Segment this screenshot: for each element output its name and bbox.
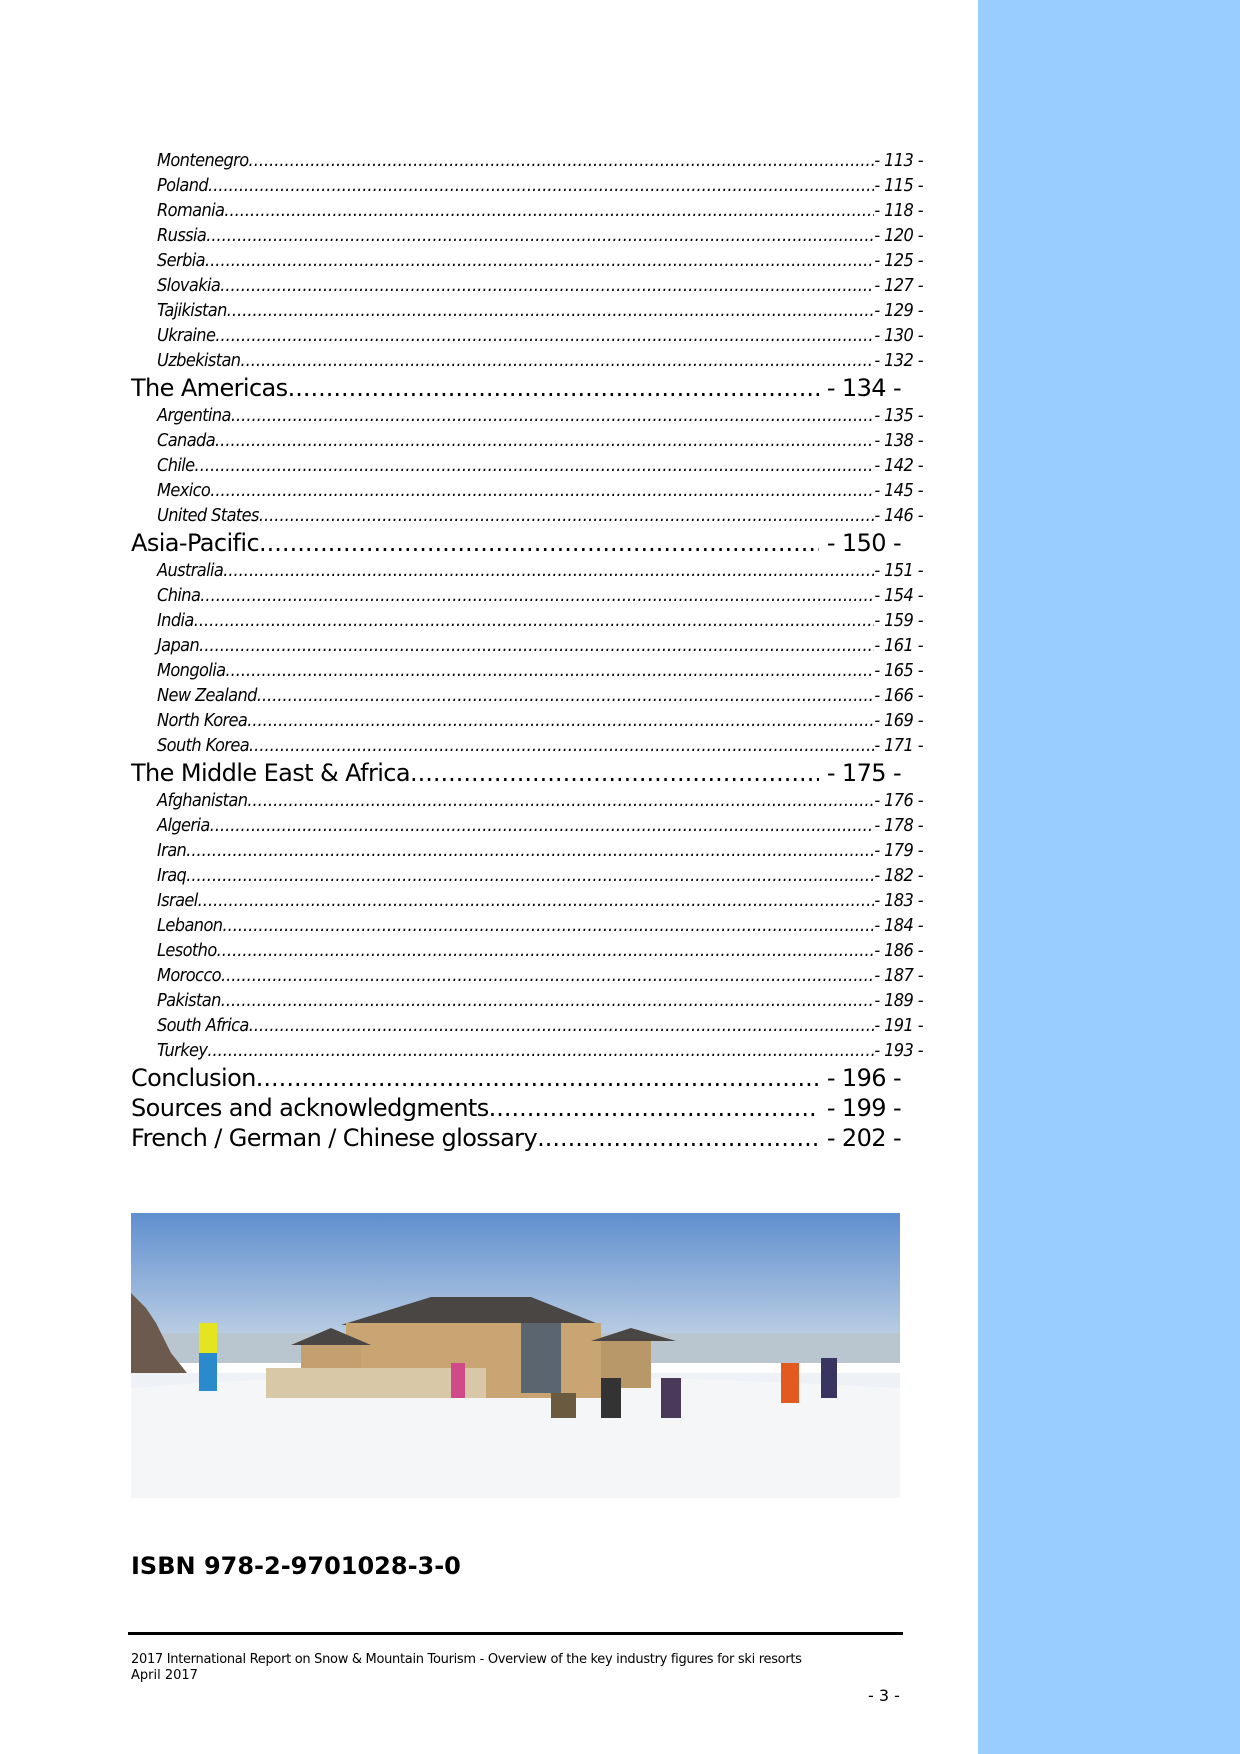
toc-leader-dots [249, 1013, 875, 1038]
toc-entry[interactable] [131, 248, 923, 273]
toc-entry-label: Turkey [157, 1040, 208, 1061]
toc-entry-label: Mexico [157, 480, 211, 501]
toc-entry[interactable] [131, 1124, 901, 1153]
toc-leader-dots [249, 733, 874, 758]
toc-entry-page: - 127 - [874, 275, 923, 296]
toc-entry-page: - 187 - [874, 965, 923, 986]
toc-entry-label: Israel [157, 890, 198, 911]
toc-entry-label: Montenegro [157, 150, 249, 171]
toc-entry-page: - 142 - [874, 455, 923, 476]
toc-entry-page: - 193 - [874, 1040, 923, 1061]
toc-entry[interactable] [131, 733, 923, 758]
toc-entry-page: - 115 - [874, 175, 923, 196]
toc-leader-dots [215, 428, 874, 453]
toc-entry-page: - 118 - [874, 200, 923, 221]
toc-leader-dots [259, 503, 874, 528]
toc-entry-page: - 125 - [874, 250, 923, 271]
toc-leader-dots [231, 403, 874, 428]
toc-entry[interactable] [131, 988, 923, 1013]
toc-entry[interactable] [131, 453, 923, 478]
toc-leader-dots [210, 478, 874, 503]
toc-entry-label: Poland [157, 175, 209, 196]
toc-entry[interactable] [131, 198, 923, 223]
toc-entry[interactable] [131, 788, 923, 813]
toc-entry[interactable] [131, 503, 923, 528]
toc-entry-label: Afghanistan [157, 790, 248, 811]
toc-entry[interactable] [131, 759, 901, 788]
toc-entry[interactable] [131, 813, 923, 838]
toc-entry-page: - 176 - [874, 790, 923, 811]
toc-entry[interactable] [131, 708, 923, 733]
toc-leader-dots [223, 558, 874, 583]
toc-entry-page: - 196 - [826, 1064, 901, 1092]
toc-entry-page: - 169 - [874, 710, 923, 731]
toc-entry-label: United States [157, 505, 259, 526]
toc-leader-dots [220, 273, 874, 298]
toc-leader-dots [256, 1064, 819, 1093]
toc-entry[interactable] [131, 403, 923, 428]
toc-entry-page: - 191 - [874, 1015, 923, 1036]
toc-entry-label: Mongolia [157, 660, 226, 681]
toc-leader-dots [247, 788, 874, 813]
toc-entry[interactable] [131, 173, 923, 198]
toc-leader-dots [240, 348, 874, 373]
toc-entry-page: - 120 - [874, 225, 923, 246]
toc-entry[interactable] [131, 913, 923, 938]
toc-entry-page: - 129 - [874, 300, 923, 321]
toc-leader-dots [205, 248, 874, 273]
toc-leader-dots [222, 913, 874, 938]
toc-entry-label: Canada [157, 430, 216, 451]
toc-entry-label: Algeria [157, 815, 210, 836]
toc-entry-page: - 199 - [826, 1094, 901, 1122]
toc-entry-page: - 182 - [874, 865, 923, 886]
toc-entry[interactable] [131, 658, 923, 683]
toc-entry-label: Pakistan [157, 990, 221, 1011]
toc-leader-dots [210, 813, 875, 838]
toc-leader-dots [198, 888, 875, 913]
toc-entry-label: Asia-Pacific [131, 529, 260, 557]
toc-leader-dots [249, 148, 875, 173]
toc-entry-page: - 146 - [874, 505, 923, 526]
toc-entry[interactable] [131, 298, 923, 323]
toc-entry-label: Sources and acknowledgments [131, 1094, 489, 1122]
toc-entry[interactable] [131, 529, 901, 558]
toc-entry-page: - 166 - [874, 685, 923, 706]
toc-leader-dots [208, 173, 874, 198]
toc-entry[interactable] [131, 863, 923, 888]
toc-leader-dots [195, 453, 875, 478]
toc-entry-label: Serbia [157, 250, 206, 271]
toc-entry-label: Morocco [157, 965, 221, 986]
toc-entry-label: New Zealand [157, 685, 257, 706]
toc-entry-page: - 165 - [874, 660, 923, 681]
isbn: ISBN 978-2-9701028-3-0 [131, 1552, 461, 1580]
toc-entry[interactable] [131, 888, 923, 913]
toc-leader-dots [288, 374, 819, 403]
toc-leader-dots [410, 759, 819, 788]
toc-entry[interactable] [131, 348, 923, 373]
toc-entry-page: - 132 - [874, 350, 923, 371]
toc-entry-label: Australia [157, 560, 224, 581]
side-color-band [978, 0, 1240, 1754]
toc-entry-label: Lesotho [157, 940, 217, 961]
toc-leader-dots [215, 323, 874, 348]
toc-entry-label: Iraq [157, 865, 187, 886]
toc-entry-label: French / German / Chinese glossary [131, 1124, 538, 1152]
toc-entry-page: - 138 - [874, 430, 923, 451]
toc-entry-label: Slovakia [157, 275, 221, 296]
toc-entry-page: - 150 - [826, 529, 901, 557]
toc-entry-label: Ukraine [157, 325, 216, 346]
page-number: - 3 - [868, 1686, 900, 1705]
toc-entry-page: - 130 - [874, 325, 923, 346]
toc-entry-page: - 179 - [874, 840, 923, 861]
toc-entry-page: - 161 - [874, 635, 923, 656]
toc-entry[interactable] [131, 1038, 923, 1063]
toc-entry-label: South Africa [157, 1015, 249, 1036]
toc-entry[interactable] [131, 374, 901, 403]
toc-entry-page: - 202 - [826, 1124, 901, 1152]
ski-resort-photo [131, 1213, 900, 1498]
toc-entry-label: Romania [157, 200, 225, 221]
toc-entry-label: Lebanon [157, 915, 223, 936]
toc-entry[interactable] [131, 148, 923, 173]
toc-entry[interactable] [131, 838, 923, 863]
toc-entry[interactable] [131, 478, 923, 503]
toc-leader-dots [186, 863, 874, 888]
toc-entry-label: Chile [157, 455, 195, 476]
toc-entry-label: Japan [157, 635, 200, 656]
toc-entry-label: The Middle East & Africa [131, 759, 410, 787]
toc-entry[interactable] [131, 1013, 923, 1038]
toc-entry-page: - 189 - [874, 990, 923, 1011]
toc-entry-page: - 171 - [874, 735, 923, 756]
toc-entry[interactable] [131, 273, 923, 298]
toc-entry-page: - 113 - [874, 150, 923, 171]
toc-entry[interactable] [131, 1094, 901, 1123]
toc-entry-page: - 145 - [874, 480, 923, 501]
toc-entry-label: South Korea [157, 735, 250, 756]
toc-entry[interactable] [131, 223, 923, 248]
toc-entry-label: North Korea [157, 710, 248, 731]
toc-leader-dots [221, 963, 874, 988]
toc-leader-dots [217, 938, 875, 963]
toc-entry-label: Argentina [157, 405, 231, 426]
toc-entry-label: India [157, 610, 194, 631]
toc-leader-dots [225, 658, 874, 683]
toc-entry[interactable] [131, 323, 923, 348]
footer-title: 2017 International Report on Snow & Mountain Tourism - Overview of the key industry figures for ski resorts [131, 1652, 802, 1667]
toc-entry-page: - 184 - [874, 915, 923, 936]
toc-entry-label: China [157, 585, 201, 606]
toc-entry[interactable] [131, 938, 923, 963]
toc-leader-dots [206, 223, 874, 248]
toc-entry-page: - 135 - [874, 405, 923, 426]
toc-leader-dots [259, 529, 819, 558]
toc-entry-page: - 159 - [874, 610, 923, 631]
toc-leader-dots [257, 683, 874, 708]
footer-rule [128, 1632, 903, 1635]
toc-entry-page: - 183 - [874, 890, 923, 911]
toc-entry-label: The Americas [131, 374, 288, 402]
toc-entry[interactable] [131, 558, 923, 583]
toc-entry-page: - 175 - [826, 759, 901, 787]
toc-entry-page: - 178 - [874, 815, 923, 836]
toc-entry-page: - 151 - [874, 560, 923, 581]
toc-entry-label: Uzbekistan [157, 350, 241, 371]
toc-leader-dots [199, 633, 874, 658]
toc-entry-page: - 134 - [826, 374, 901, 402]
toc-leader-dots [537, 1124, 819, 1153]
toc-entry-page: - 154 - [874, 585, 923, 606]
toc-leader-dots [247, 708, 874, 733]
toc-leader-dots [489, 1094, 819, 1123]
toc-entry[interactable] [131, 1064, 901, 1093]
toc-entry-page: - 186 - [874, 940, 923, 961]
toc-entry[interactable] [131, 583, 923, 608]
toc-leader-dots [224, 198, 874, 223]
toc-leader-dots [200, 583, 874, 608]
toc-leader-dots [186, 838, 874, 863]
table-of-contents [131, 148, 923, 1153]
toc-entry[interactable] [131, 608, 923, 633]
toc-leader-dots [207, 1038, 874, 1063]
toc-entry[interactable] [131, 428, 923, 453]
toc-entry-label: Iran [157, 840, 187, 861]
toc-entry[interactable] [131, 633, 923, 658]
toc-entry-label: Conclusion [131, 1064, 256, 1092]
toc-entry[interactable] [131, 963, 923, 988]
toc-leader-dots [194, 608, 875, 633]
toc-entry-label: Tajikistan [157, 300, 227, 321]
footer-date: April 2017 [131, 1668, 198, 1683]
toc-leader-dots [227, 298, 875, 323]
toc-leader-dots [221, 988, 875, 1013]
toc-entry-label: Russia [157, 225, 207, 246]
toc-entry[interactable] [131, 683, 923, 708]
